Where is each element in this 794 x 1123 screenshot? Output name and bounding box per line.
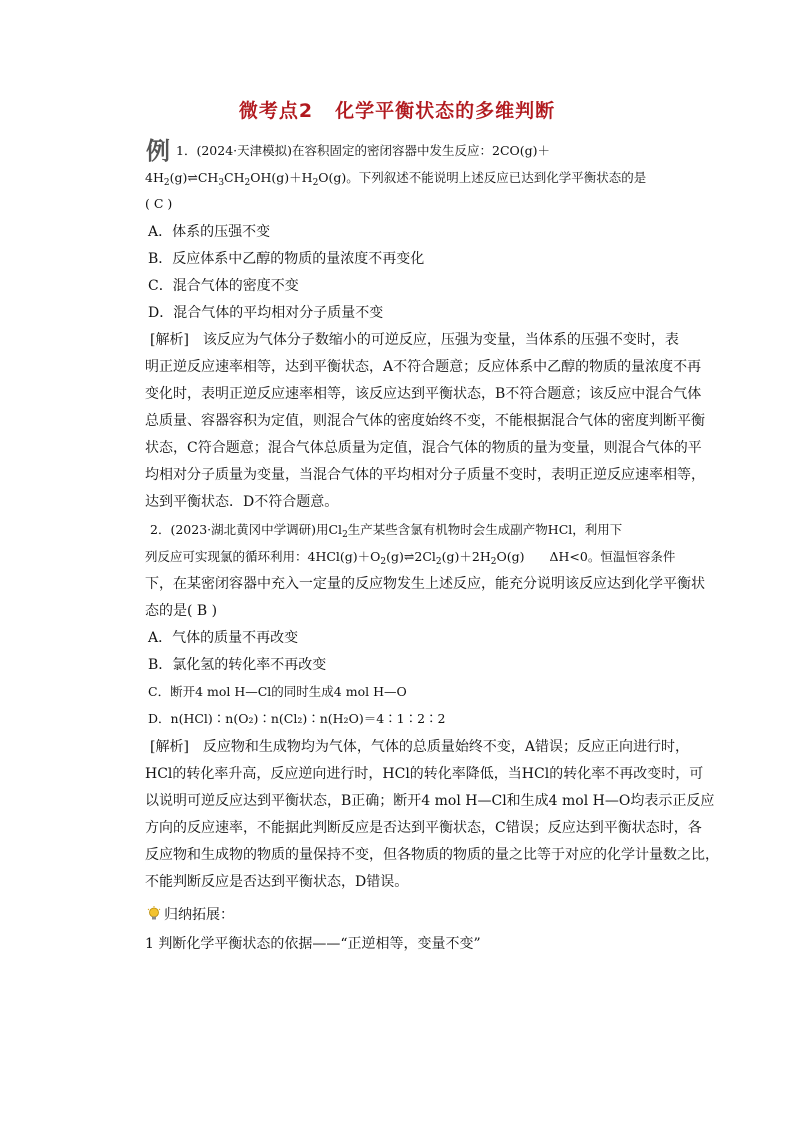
q1-analysis-6: 均相对分子质量为变量，当混合气体的平均相对分子质量不变时，表明正逆反应速率相等， xyxy=(145,467,705,483)
title-part1: 微考点2 xyxy=(238,100,314,122)
example-mark: 例 xyxy=(146,137,170,165)
q2-analysis-1: [解析] 反应物和生成物均为气体，气体的总质量始终不变，A错误；反应正向进行时， xyxy=(150,739,690,755)
q2-line3: 下，在某密闭容器中充入一定量的反应物发生上述反应，能充分说明该反应达到化学平衡状 xyxy=(145,576,705,592)
equilibrium-arrow-icon: ⇌ xyxy=(187,170,198,185)
q2-option-c: C．断开4 mol H—Cl的同时生成4 mol H—O xyxy=(148,684,407,699)
q1-line1: 1．(2024·天津模拟)在容积固定的密闭容器中发生反应：2CO(g)＋ xyxy=(176,143,551,158)
q1-answer: ( C ) xyxy=(145,196,173,211)
q1-option-d: D．混合气体的平均相对分子质量不变 xyxy=(148,305,384,321)
q1-analysis-4: 总质量、容器容积为定值，则混合气体的密度始终不变，不能根据混合气体的密度判断平衡 xyxy=(145,413,705,429)
q2-option-a: A．气体的质量不再改变 xyxy=(148,630,299,646)
q2-line1: 2．(2023·湖北黄冈中学调研)用$Cl_2$生产某些含氯有机物时会生成副产物HCl，利用下 xyxy=(150,522,623,540)
q2-analysis-3: 以说明可逆反应达到平衡状态，B正确；断开4 mol H—Cl和生成4 mol H—O均表示正反应 xyxy=(145,793,715,809)
equilibrium-arrow-icon: ⇌ xyxy=(403,549,415,564)
q2-analysis-4: 方向的反应速率，不能据此判断反应是否达到平衡状态，C错误；反应达到平衡状态时，各 xyxy=(145,820,702,836)
q2-analysis-2: HCl的转化率升高，反应逆向进行时，HCl的转化率降低，当HCl的转化率不再改变时，可 xyxy=(145,766,704,782)
q2-analysis-6: 不能判断反应是否达到平衡状态，D错误。 xyxy=(145,874,409,890)
summary-line1: 1 判断化学平衡状态的依据——“正逆相等，变量不变” xyxy=(145,936,481,952)
q1-line2: $4H_2(g)\rightleftharpoons CH_3CH_2OH(g)+H_2O(g)$。下列叙述不能说明上述反应已达到化学平衡状态的是 xyxy=(145,170,647,188)
q1-option-a: A．体系的压强不变 xyxy=(148,224,271,240)
q1-option-b: B．反应体系中乙醇的物质的量浓度不再变化 xyxy=(148,251,425,267)
q1-analysis-7: 达到平衡状态．D不符合题意。 xyxy=(145,494,339,510)
q2-analysis-5: 反应物和生成物的物质的量保持不变，但各物质的物质的量之比等于对应的化学计量数之比， xyxy=(145,847,719,863)
q2-option-d: D．n(HCl)∶n(O₂)∶n(Cl₂)∶n(H₂O)＝4∶1∶2∶2 xyxy=(148,711,446,726)
page-title xyxy=(0,96,794,123)
q2-option-b: B．氯化氢的转化率不再改变 xyxy=(148,657,327,673)
q2-line4: 态的是( B ) xyxy=(145,603,218,619)
lightbulb-icon xyxy=(146,906,162,922)
q1-analysis-3: 变化时，表明正逆反应速率相等，该反应达到平衡状态，B不符合题意；该反应中混合气体 xyxy=(145,386,702,402)
title-part2: 化学平衡状态的多维判断 xyxy=(335,100,556,122)
q1-analysis-1: [解析] 该反应为气体分子数缩小的可逆反应，压强为变量，当体系的压强不变时，表 xyxy=(150,332,679,348)
q1-option-c: C．混合气体的密度不变 xyxy=(148,278,299,294)
q2-line2: 列反应可实现氯的循环利用：$4HCl(g)+O_2(g)\rightleftharpoons 2Cl_2(g)+2H_2O(g)$ ΔH<0。恒温恒容条件 xyxy=(145,549,676,567)
summary-heading: 归纳拓展： xyxy=(164,907,234,923)
q1-analysis-5: 状态，C符合题意；混合气体总质量为定值，混合气体的物质的量为变量，则混合气体的平 xyxy=(145,440,702,456)
q1-analysis-2: 明正逆反应速率相等，达到平衡状态，A不符合题意；反应体系中乙醇的物质的量浓度不再 xyxy=(145,359,702,375)
